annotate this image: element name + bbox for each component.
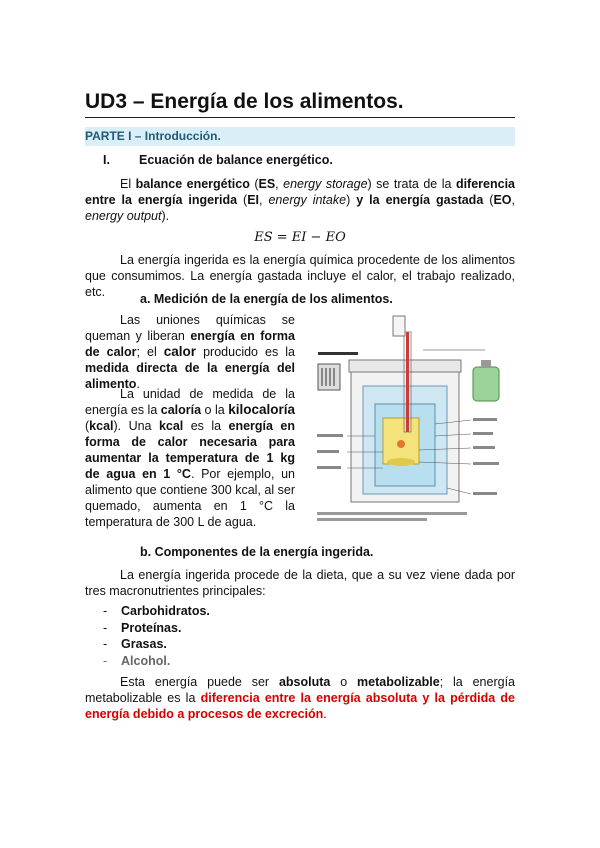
heading-measurement: a. Medición de la energía de los alimentos. bbox=[140, 292, 393, 306]
macronutrient-list bbox=[103, 603, 210, 669]
section-header bbox=[85, 127, 515, 146]
list-item: - Alcohol. bbox=[103, 653, 171, 668]
paragraph-kcal: La unidad de medida de la energía es la caloría o la kilocaloría (kcal). Una kcal es la energía en forma de calor necesaria para aumentar la temperatura de 1 kg de agua en 1 °C. Por ejemplo, un alimento que contiene 300 kcal, al ser quemado, aumenta en 1 °C la temperatura de 300 L de agua. bbox=[85, 387, 295, 529]
section-header-label: PARTE I – Introducción. bbox=[85, 129, 221, 143]
paragraph-diet: La energía ingerida procede de la dieta, que a su vez viene dada por tres macronutrientes principales: bbox=[85, 568, 515, 598]
paragraph-energy-definition: La energía ingerida es la energía química procedente de los alimentos que consumimos. La energía gastada incluye el calor, el trabajo realizado, etc. bbox=[85, 253, 515, 299]
list-item: - Proteínas. bbox=[103, 620, 182, 635]
heading-balance bbox=[103, 153, 333, 167]
calorimeter-figure bbox=[313, 312, 513, 524]
heading-number: I. bbox=[103, 153, 110, 167]
list-item: - Carbohidratos. bbox=[103, 604, 210, 618]
paragraph-balance: El balance energético (ES, energy storage) se trata de la diferencia entre la energía ingerida (EI, energy intake) y la energía gastada (EO, energy output). bbox=[85, 177, 515, 223]
heading-label: Ecuación de balance energético. bbox=[139, 153, 333, 167]
heading-components: b. Componentes de la energía ingerida. bbox=[140, 545, 374, 559]
paragraph-combustion: Las uniones químicas se queman y liberan energía en forma de calor; el calor producido es la medida directa de la energía del alimento. bbox=[85, 313, 295, 391]
title-divider bbox=[85, 117, 515, 118]
calorimeter-illustration bbox=[313, 312, 513, 524]
energy-equation: ES = EI − EO bbox=[254, 230, 346, 245]
paragraph-metabolizable: Esta energía puede ser absoluta o metabolizable; la energía metabolizable es la diferencia entre la energía absoluta y la pérdida de energía debido a procesos de excreción. bbox=[85, 675, 515, 721]
page-title: UD3 – Energía de los alimentos. bbox=[85, 90, 404, 113]
list-item: - Grasas. bbox=[103, 637, 167, 651]
